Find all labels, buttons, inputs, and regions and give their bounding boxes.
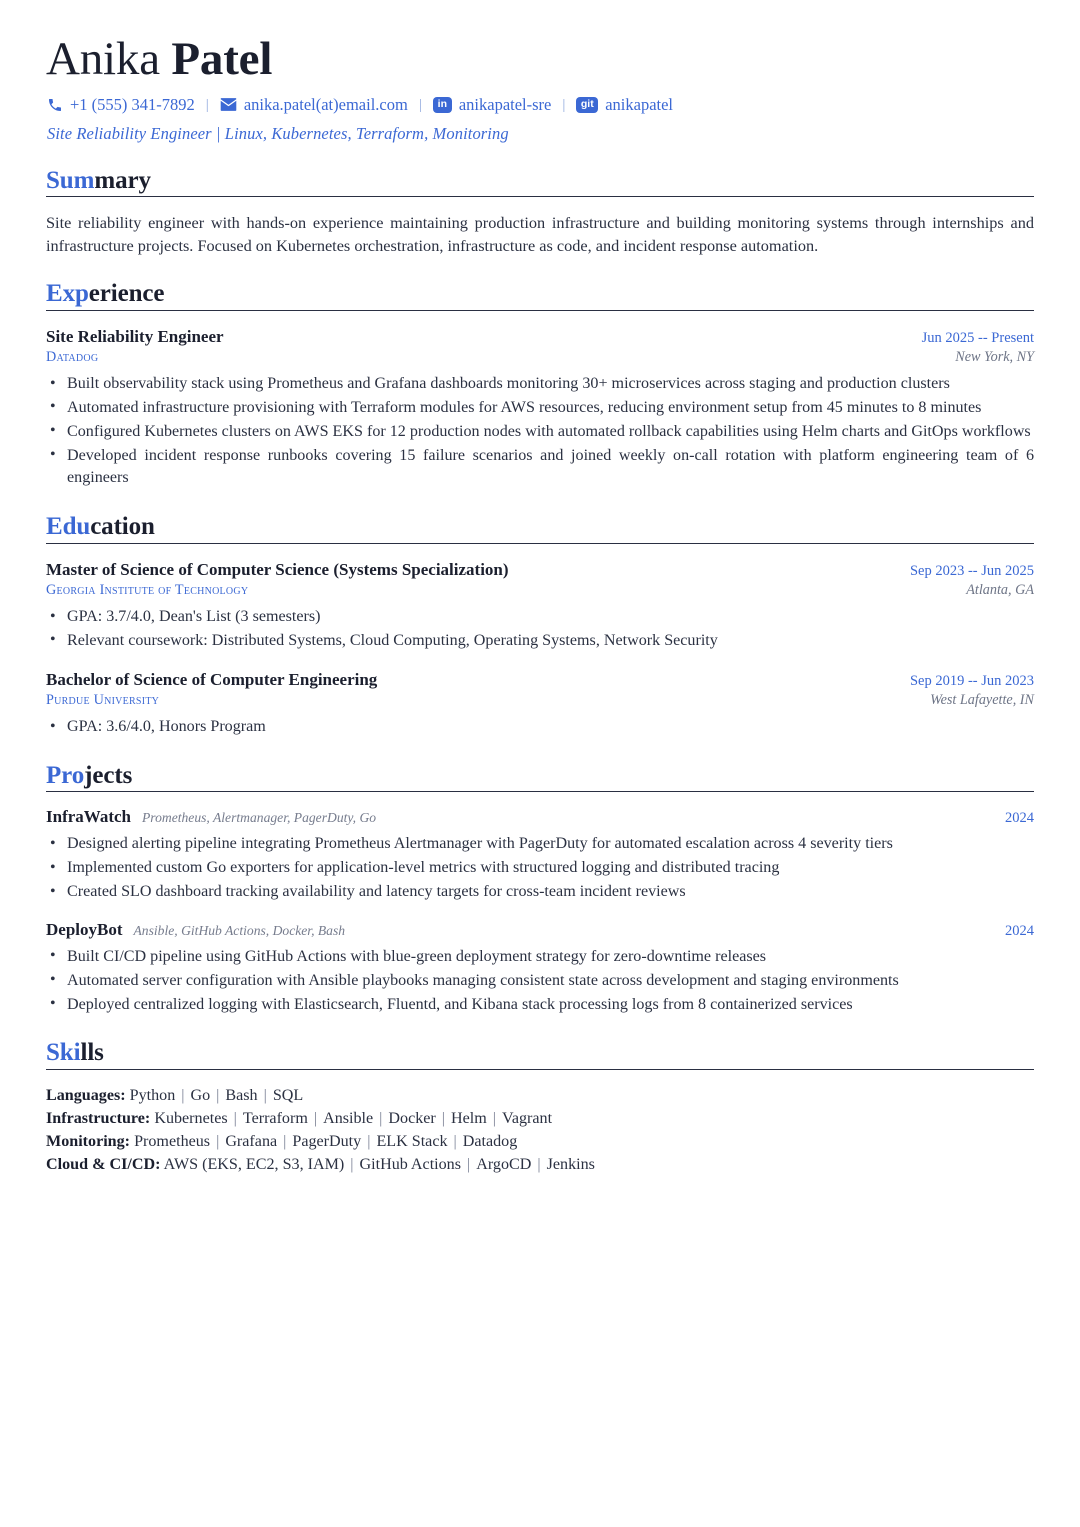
section-title-accent: Edu [46,513,91,541]
email-icon [220,98,237,111]
section-rule [46,310,1034,311]
section-title-projects [46,761,1034,791]
project-year: 2024 [1005,922,1034,939]
skill-row [46,1153,1034,1176]
skill-item: Docker [388,1110,436,1128]
experience-entries [46,326,1034,490]
resume-entry [46,669,1034,739]
section-title-accent: Pro [46,761,85,789]
section-title-accent: Ski [46,1039,81,1067]
skill-item: Kubernetes [154,1110,228,1128]
skill-row [46,1084,1034,1107]
section-title-rest: jects [84,761,133,789]
project-entries [46,807,1034,1016]
skill-category: Monitoring: [46,1133,131,1151]
resume-entry [46,559,1034,653]
entry-title: Master of Science of Computer Science (Systems Specialization) [46,559,509,579]
contact-github[interactable] [576,95,673,115]
section-education [46,512,1034,739]
section-title-accent: Sum [46,166,95,194]
summary-text: Site reliability engineer with hands-on experience maintaining production infrastructure and building monitoring systems through internships and infrastructure projects. Focused on Kubernetes orchestration, infrastructure as code, and incident response automation. [46,213,1034,256]
section-projects [46,761,1034,1017]
skill-item: Jenkins [546,1156,595,1174]
section-summary [46,166,1034,258]
entry-title-row [46,669,1034,691]
phone-text: +1 (555) 341-7892 [70,94,195,114]
linkedin-icon: in [433,97,452,113]
bullet-list [46,946,1034,1017]
section-rule [46,196,1034,197]
skill-item: SQL [272,1086,304,1104]
github-text: anikapatel [605,94,674,114]
phone-icon [47,97,63,113]
bullet-item: • Implemented custom Go exporters for application-level metrics with structured logging and distributed tracing [46,857,1034,880]
skill-separator: | [350,1156,354,1174]
bullet-list [46,373,1034,490]
entry-org-row [46,691,1034,710]
skill-category: Cloud & CI/CD: [46,1156,161,1174]
section-title-summary [46,166,1034,196]
skill-separator: | [379,1110,383,1128]
skill-separator: | [367,1133,371,1151]
skill-item: PagerDuty [292,1133,362,1151]
skill-item: Python [129,1086,176,1104]
entry-title: Bachelor of Science of Computer Engineering [46,669,378,689]
resume-entry [46,326,1034,490]
section-title-rest: cation [90,513,155,541]
bullet-list [46,716,1034,739]
skill-items [154,1110,552,1127]
first-name: Anika [46,33,172,85]
skill-item: Datadog [462,1133,518,1151]
bullet-item: • Relevant coursework: Distributed Systems, Cloud Computing, Operating Systems, Network Security [46,630,1034,653]
project-year: 2024 [1005,810,1034,827]
contact-linkedin[interactable] [433,95,552,115]
bullet-item: • Built CI/CD pipeline using GitHub Actions with blue-green deployment strategy for zero-downtime releases [46,946,1034,969]
entry-location: West Lafayette, IN [930,691,1034,708]
skill-items [164,1156,595,1173]
skill-separator: | [313,1110,318,1128]
github-icon: git [576,97,598,113]
bullet-list [46,833,1034,904]
education-entries [46,559,1034,739]
skill-separator: | [216,1086,220,1104]
project-tech-stack: Prometheus, Alertmanager, PagerDuty, Go [142,810,377,826]
bullet-item: • GPA: 3.6/4.0, Honors Program [46,716,1034,739]
skill-row [46,1130,1034,1153]
entry-organization: Georgia Institute of Technology [46,581,249,598]
project-tech-stack: Ansible, GitHub Actions, Docker, Bash [133,922,346,938]
project-header-left [46,807,376,827]
contact-email[interactable] [220,95,408,115]
skill-item: Helm [451,1110,487,1128]
bullet-item: • Deployed centralized logging with Elasticsearch, Fluentd, and Kibana stack processing logs from 8 containerized services [46,994,1034,1017]
entry-date: Sep 2023 -- Jun 2025 [909,562,1034,579]
project-name: InfraWatch [46,807,131,827]
section-title-skills [46,1038,1034,1068]
skill-item: Ansible [323,1110,374,1128]
section-title-education [46,512,1034,542]
candidate-name [46,34,1034,85]
skill-separator: | [263,1086,267,1104]
skill-separator: | [283,1133,287,1151]
bullet-item: • Created SLO dashboard tracking availability and latency targets for cross-team incident reviews [46,881,1034,904]
skill-separator: | [216,1133,220,1151]
entry-location: New York, NY [955,348,1034,365]
entry-date: Jun 2025 -- Present [921,329,1034,346]
resume-header [46,34,1034,144]
bullet-list [46,606,1034,653]
entry-date: Sep 2019 -- Jun 2023 [909,672,1034,689]
entry-organization: Datadog [46,348,99,365]
skill-separator: | [492,1110,497,1128]
skill-items [134,1133,517,1150]
section-rule [46,543,1034,544]
contact-phone[interactable] [47,95,195,115]
skill-item: GitHub Actions [359,1156,461,1174]
bullet-item: • Configured Kubernetes clusters on AWS EKS for 12 production nodes with automated rollback capabilities using Helm charts and GitOps workflows [46,421,1034,444]
last-name: Patel [171,33,273,85]
skill-item: Prometheus [134,1133,211,1151]
professional-tagline: Site Reliability Engineer | Linux, Kubernetes, Terraform, Monitoring [47,123,509,143]
project-entry [46,920,1034,1017]
entry-title-row [46,559,1034,581]
skill-separator: | [537,1156,541,1174]
project-entry [46,807,1034,904]
entry-org-row [46,581,1034,600]
project-header-row [46,920,1034,940]
email-text: anika.patel(at)email.com [243,94,408,114]
skills-list [46,1084,1034,1177]
section-experience [46,279,1034,490]
skill-item: ELK Stack [376,1133,448,1151]
skill-items [130,1087,304,1104]
skill-item: AWS (EKS, EC2, S3, IAM) [163,1156,345,1174]
skill-separator: | [233,1110,237,1128]
section-title-rest: mary [94,166,151,194]
bullet-item: • Automated infrastructure provisioning with Terraform modules for AWS resources, reducing environment setup from 45 minutes to 8 minutes [46,397,1034,420]
bullet-item: • GPA: 3.7/4.0, Dean's List (3 semesters) [46,606,1034,629]
bullet-item: • Built observability stack using Prometheus and Grafana dashboards monitoring 30+ microservices across staging and production clusters [46,373,1034,396]
bullet-item: • Developed incident response runbooks covering 15 failure scenarios and joined weekly on-call rotation with platform engineering team of 6 engineers [46,445,1034,491]
section-rule [46,791,1034,792]
section-title-experience [46,279,1034,309]
skill-item: Vagrant [502,1110,553,1128]
section-title-rest: erience [88,280,165,308]
section-title-rest: lls [80,1039,104,1067]
section-rule [46,1069,1034,1070]
project-header-row [46,807,1034,827]
skill-item: Terraform [242,1110,308,1128]
entry-title-row [46,326,1034,348]
skill-separator: | [441,1110,446,1128]
skill-category: Infrastructure: [46,1110,151,1128]
contact-separator-3: | [562,96,566,113]
skill-category: Languages: [46,1086,126,1104]
entry-organization: Purdue University [46,691,160,708]
skill-separator: | [453,1133,457,1151]
contact-separator-2: | [418,96,422,113]
bullet-item: • Designed alerting pipeline integrating Prometheus Alertmanager with PagerDuty for automated escalation across 4 severity tiers [46,833,1034,856]
skill-separator: | [467,1156,471,1174]
skill-row [46,1107,1034,1130]
entry-org-row [46,348,1034,367]
contact-separator-1: | [205,96,209,113]
linkedin-text: anikapatel-sre [458,94,552,114]
section-title-accent: Exp [46,280,89,308]
project-name: DeployBot [46,919,123,939]
project-header-left [46,920,345,940]
entry-title: Site Reliability Engineer [46,326,224,346]
section-skills [46,1038,1034,1176]
skill-separator: | [181,1086,185,1104]
skill-item: ArgoCD [476,1156,532,1174]
entry-location: Atlanta, GA [966,581,1034,598]
contact-line [47,95,1034,115]
skill-item: Bash [225,1086,258,1104]
skill-item: Go [190,1086,211,1104]
skill-item: Grafana [225,1133,278,1151]
bullet-item: • Automated server configuration with Ansible playbooks managing consistent state across development and staging environments [46,970,1034,993]
